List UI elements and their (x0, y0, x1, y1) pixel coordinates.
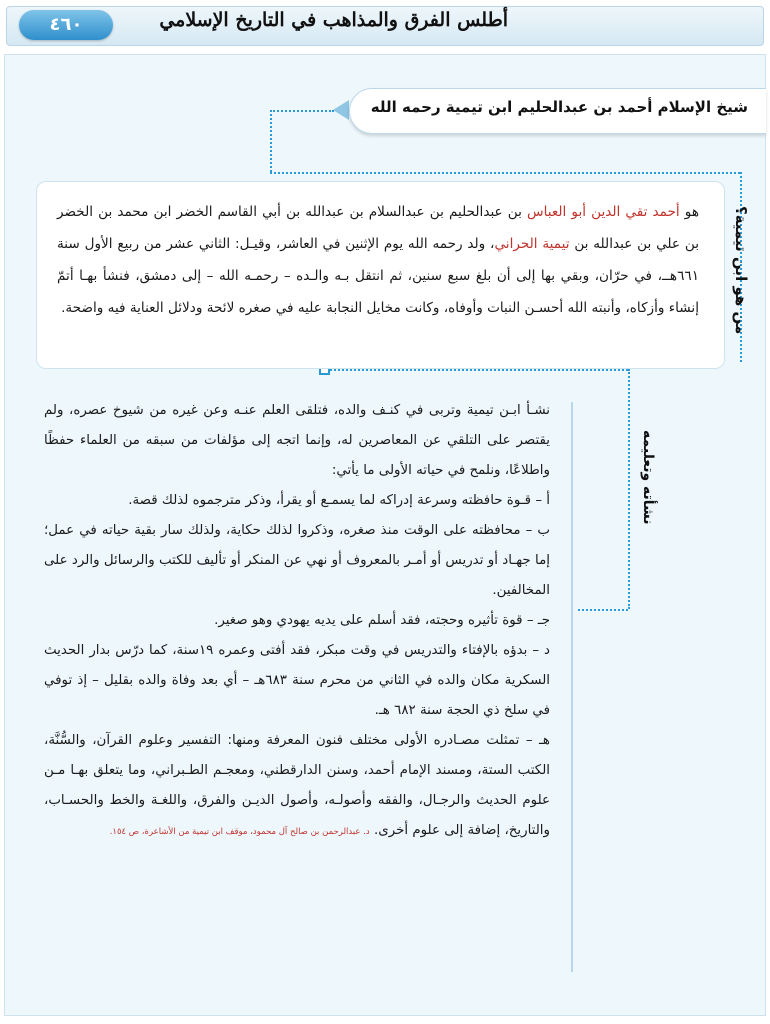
intro-panel (36, 181, 725, 369)
topic-title-banner (349, 88, 766, 134)
book-title: أطلس الفرق والمذاهب في التاريخ الإسلامي (159, 9, 508, 31)
page-number-badge: ٤٦٠ (19, 10, 113, 40)
column-separator (571, 402, 573, 972)
connector-line (270, 110, 334, 112)
list-item: هـ – تمثلت مصـادره الأولى مختلف فنون المعرفة ومنها: التفسير وعلوم القرآن، والسُّنَّة، الكتب الستة، ومسند الإمام أحمد، وسنن الدارقطني، ومعجـم الطـبراني، وما يتعلق بهـا مـن علوم الحديث والرجـال، والفقه وأصولـه، وأصول الديـن والفرق، واللغـة والخط والحسـاب، والتاريخ، إضافة إلى علوم أخرى. د. عبدالرحمن بن صالح آل محمود، موقف ابن تيمية من الأشاعرة، ص ١٥٤. (44, 733, 550, 838)
education-paragraph: نشـأ ابـن تيمية وتربى في كنـف والده، فتلقى العلم عنـه وعن غيره من شيوخ عصره، ولم يقتصر على التلقي عن المعاصرين له، وإنما اتجه إلى مؤلفات من سبقه من العلماء حفظًا واطلاعًا، ونلمح في حياته الأولى ما يأتي: (44, 403, 550, 478)
education-section (44, 396, 550, 847)
connector-line (628, 369, 630, 609)
list-item: د – بدؤه بالإفتاء والتدريس في وقت مبكر، فقد أفتى وعمره ١٩سنة، كما درّس بدار الحديث السكرية مكان والده في الثاني من محرم سنة ٦٨٣هـ – أي بعد وفاة والده بقليل – إذ توفي في سلخ ذي الحجة سنة ٦٨٢ هـ. (44, 643, 551, 718)
connector-line (270, 110, 272, 172)
connector-line (578, 609, 628, 611)
page-header (6, 6, 764, 46)
connector-line (270, 172, 740, 174)
footnote: د. عبدالرحمن بن صالح آل محمود، موقف ابن تيمية من الأشاعرة، ص ١٥٤. (109, 827, 370, 837)
list-item: جـ – قوة تأثيره وحجته، فقد أسلم على يديه يهودي وهو صغير. (214, 613, 550, 628)
list-item: أ – قـوة حافظته وسرعة إدراكه لما يسمـع أو يقرأ، وذكر مترجموه لذلك قصة. (128, 493, 550, 508)
name-highlight: أحمد تقي الدين أبو العباس (527, 204, 680, 220)
intro-paragraph: هو أحمد تقي الدين أبو العباس بن عبدالحليم بن عبدالسلام بن عبدالله بن أبي القاسم الخضر ابن محمد بن الخضر بن علي بن عبدالله بن تيمية الحراني، ولد رحمه الله يوم الإثنين في العاشر، وقيـل: الثاني عشر من ربيع الأول سنة ٦٦١هــ، في حرّان، وبقي بها إلى أن بلغ سبع سنين، ثم انتقل بـه والـده – رحمـه الله – إلى دمشق، فنشأ بهـا أتمّ إنشاء وأزكاه، وأنبته الله أحسـن النبات وأوفاه، وكانت مخايل النجابة عليه في صغره لائحة ودلائل العناية فيه واضحة. (57, 204, 700, 316)
list-item: ب – محافظته على الوقت منذ صغره، وذكروا لذلك حكاية، ولذلك سار بقية حياته في عمل؛ إما جهـاد أو تدريس أو أمـر بالمعروف أو نهي عن المنكر أو تأليف للكتب والرسائل والرد على المخالفين. (44, 523, 550, 598)
title-arrow-icon (333, 100, 349, 120)
topic-title: شيخ الإسلام أحمد بن عبدالحليم ابن تيمية رحمه الله (370, 98, 748, 116)
side-label-who: من هو ابن تيمية؟ (732, 206, 750, 335)
side-label-education: نشأته وتعليمه (640, 430, 656, 525)
name-highlight-2: تيمية الحراني (494, 236, 570, 252)
connector-line (330, 369, 628, 371)
